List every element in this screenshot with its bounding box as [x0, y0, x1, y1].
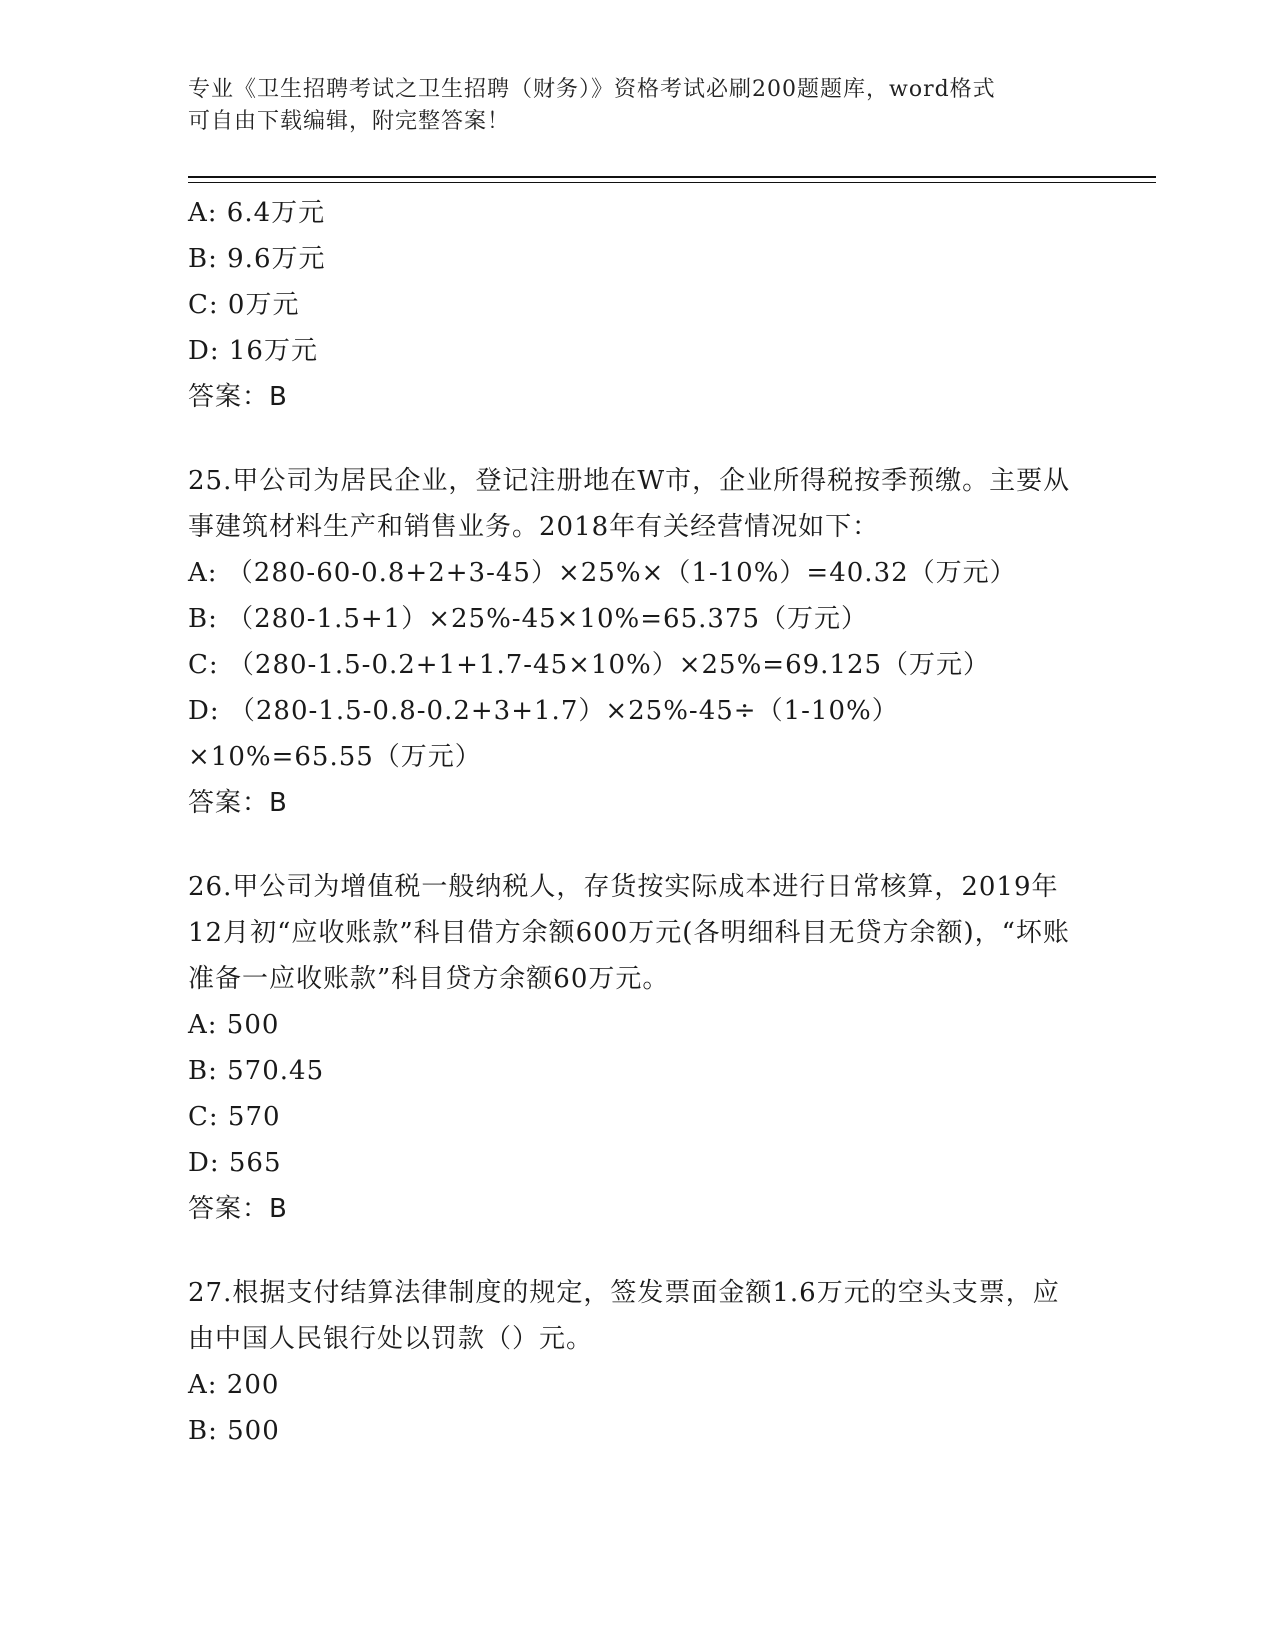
option-b: B: 9.6万元 — [188, 244, 326, 274]
answer: 答案：B — [188, 1194, 288, 1224]
question-26 — [188, 864, 1078, 1232]
question-25 — [188, 458, 1078, 826]
option-d: D: 16万元 — [188, 336, 318, 366]
option-b: B: （280-1.5+1）×25%-45×10%=65.375（万元） — [188, 604, 868, 634]
question-list — [188, 190, 1078, 1454]
option-a: A: 6.4万元 — [188, 198, 326, 228]
question-stem: 26.甲公司为增值税一般纳税人，存货按实际成本进行日常核算，2019年12月初“应收账款”科目借方余额600万元(各明细科目无贷方余额)，“坏账准备一应收账款”科目贷方余额60万元。 — [188, 872, 1070, 994]
option-b: B: 500 — [188, 1416, 280, 1446]
header-title-line-1: 专业《卫生招聘考试之卫生招聘（财务）》资格考试必刷200题题库，word格式 — [188, 77, 996, 102]
option-a: A: 200 — [188, 1370, 280, 1400]
question-24 — [188, 190, 1078, 420]
option-a: A: （280-60-0.8+2+3-45）×25%×（1-10%）=40.32（万元） — [188, 558, 1017, 588]
option-a: A: 500 — [188, 1010, 280, 1040]
header-title-line-2: 可自由下载编辑，附完整答案！ — [188, 109, 511, 134]
question-27 — [188, 1270, 1078, 1454]
header-divider-thin — [188, 182, 1156, 183]
answer: 答案：B — [188, 788, 288, 818]
option-c: C: 570 — [188, 1102, 281, 1132]
answer: 答案：B — [188, 382, 288, 412]
option-c: C: 0万元 — [188, 290, 300, 320]
question-stem: 27.根据支付结算法律制度的规定，签发票面金额1.6万元的空头支票，应由中国人民银行处以罚款（）元。 — [188, 1278, 1060, 1354]
question-stem: 25.甲公司为居民企业，登记注册地在W市，企业所得税按季预缴。主要从事建筑材料生产和销售业务。2018年有关经营情况如下： — [188, 466, 1071, 542]
option-d: D: （280-1.5-0.8-0.2+3+1.7）×25%-45÷（1-10%）×10%=65.55（万元） — [188, 696, 899, 772]
option-c: C: （280-1.5-0.2+1+1.7-45×10%）×25%=69.125（万元） — [188, 650, 991, 680]
option-d: D: 565 — [188, 1148, 282, 1178]
document-header — [188, 74, 1088, 138]
option-b: B: 570.45 — [188, 1056, 325, 1086]
header-divider-thick — [188, 176, 1156, 178]
